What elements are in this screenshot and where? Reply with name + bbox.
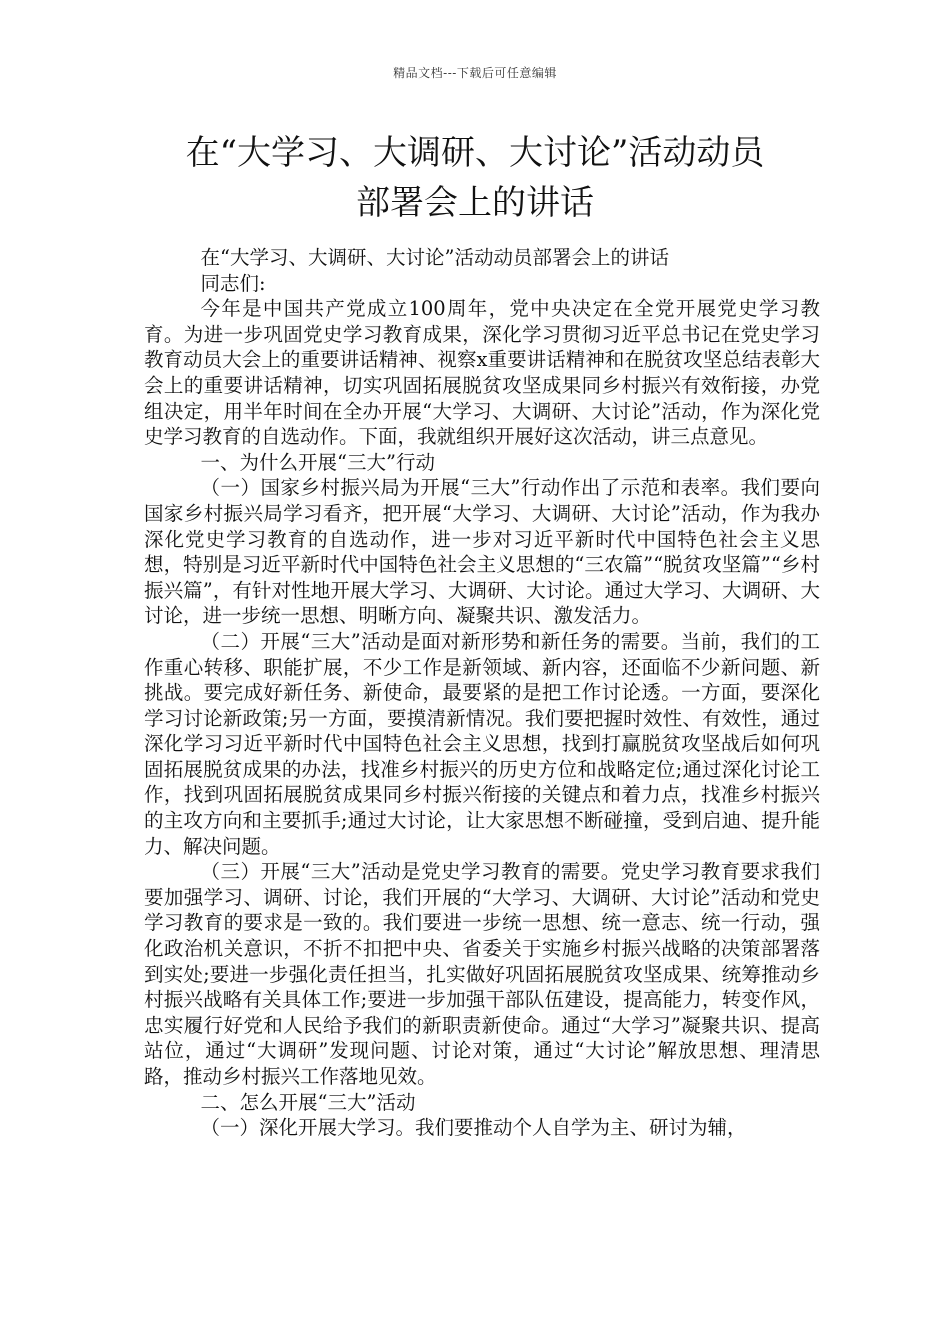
header-note: 精品文档---下载后可任意编辑 xyxy=(393,66,557,80)
paragraph-salutation: 同志们: xyxy=(200,271,266,295)
paragraph-point-1: （一）国家乡村振兴局为开展“三大”行动作出了示范和表率。我们要向国家乡村振兴局学习看齐，把开展“大学习、大调研、大讨论”活动，作为我办深化党史学习教育的自选动作，进一步对习近平新时代中国特色社会主义思想，特别是习近平新时代中国特色社会主义思想的“三农篇”“脱贫攻坚篇”“乡村振兴篇”，有针对性地开展大学习、大调研、大讨论。通过大学习、大调研、大讨论，进一步统一思想、明晰方向、凝聚共识、激发活力。 xyxy=(144,476,820,628)
title-line-1: 在“大学习、大调研、大讨论”活动动员 xyxy=(185,133,765,173)
paragraph-subtitle: 在“大学习、大调研、大讨论”活动动员部署会上的讲话 xyxy=(200,246,669,269)
title-line-2: 部署会上的讲话 xyxy=(356,183,594,223)
paragraph-point-3: （三）开展“三大”活动是党史学习教育的需要。党史学习教育要求我们要加强学习、调研、讨论，我们开展的“大学习、大调研、大讨论”活动和党史学习教育的要求是一致的。我们要进一步统一思想、统一意志、统一行动，强化政治机关意识，不折不扣把中央、省委关于实施乡村振兴战略的决策部署落到实处;要进一步强化责任担当，扎实做好巩固拓展脱贫攻坚成果、统筹推动乡村振兴战略有关具体工作;要进一步加强干部队伍建设，提高能力，转变作风，忠实履行好党和人民给予我们的新职责新使命。通过“大学习”凝聚共识、提高站位，通过“大调研”发现问题、讨论对策，通过“大讨论”解放思想、理清思路，推动乡村振兴工作落地见效。 xyxy=(144,860,820,1088)
section-heading-1: 一、为什么开展“三大”行动 xyxy=(200,450,435,474)
paragraph-point-2: （二）开展“三大”活动是面对新形势和新任务的需要。当前，我们的工作重心转移、职能扩展，不少工作是新领域、新内容，还面临不少新问题、新挑战。要完成好新任务、新使命，最要紧的是把工作讨论透。一方面，要深化学习讨论新政策;另一方面，要摸清新情况。我们要把握时效性、有效性，通过深化学习习近平新时代中国特色社会主义思想，找到打赢脱贫攻坚战后如何巩固拓展脱贫成果的办法，找准乡村振兴的历史方位和战略定位;通过深化讨论工作，找到巩固拓展脱贫成果同乡村振兴衔接的关键点和着力点，找准乡村振兴的主攻方向和主要抓手;通过大讨论，让大家思想不断碰撞，受到启迪、提升能力、解决问题。 xyxy=(144,629,820,858)
paragraph-intro: 今年是中国共产党成立100周年，党中央决定在全党开展党史学习教育。为进一步巩固党史学习教育成果，深化学习贯彻习近平总书记在党史学习教育动员大会上的重要讲话精神、视察x重要讲话精神和在脱贫攻坚总结表彰大会上的重要讲话精神，切实巩固拓展脱贫攻坚成果同乡村振兴有效衔接，办党组决定，用半年时间在全办开展“大学习、大调研、大讨论”活动，作为深化党史学习教育的自选动作。下面，我就组织开展好这次活动，讲三点意见。 xyxy=(144,297,820,449)
document-body xyxy=(144,245,820,1141)
section-heading-2: 二、怎么开展“三大”活动 xyxy=(200,1090,416,1114)
paragraph-point-4: （一）深化开展大学习。我们要推动个人自学为主、研讨为辅， xyxy=(200,1116,747,1140)
document-title xyxy=(120,128,830,228)
